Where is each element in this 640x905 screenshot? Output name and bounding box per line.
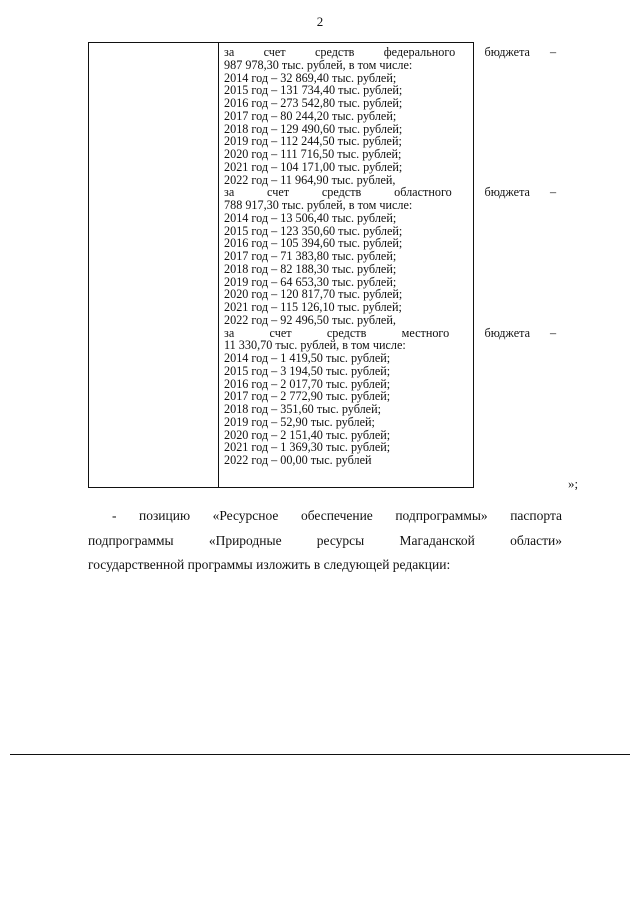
paragraph-word: подпрограммы»: [395, 508, 488, 523]
funding-amount-line: 2014 год – 32 869,40 тыс. рублей;: [224, 70, 397, 85]
funding-amount-line: 2020 год – 2 151,40 тыс. рублей;: [224, 427, 391, 442]
word: средств: [314, 45, 355, 59]
page-number: 2: [316, 14, 324, 29]
word: счет: [269, 325, 292, 340]
funding-amount-line: 2016 год – 273 542,80 тыс. рублей;: [224, 96, 403, 110]
paragraph-word: позицию: [139, 508, 191, 523]
bottom-rule: [10, 754, 630, 755]
funding-amount-line: 2019 год – 64 653,30 тыс. рублей;: [224, 274, 397, 289]
funding-amount-line: 788 917,30 тыс. рублей, в том числе:: [224, 198, 413, 212]
funding-amount-line: 2014 год – 13 506,40 тыс. рублей;: [224, 210, 397, 225]
paragraph-word: ресурсы: [316, 532, 365, 548]
funding-amount-line: 2014 год – 1 419,50 тыс. рублей;: [224, 351, 391, 365]
funding-amount-line: 2017 год – 71 383,80 тыс. рублей;: [224, 249, 397, 263]
funding-amount-line: 987 978,30 тыс. рублей, в том числе:: [224, 57, 413, 72]
funding-amount-line: 2017 год – 2 772,90 тыс. рублей;: [224, 389, 391, 404]
amendment-paragraph: [88, 504, 562, 578]
paragraph-line: [88, 504, 562, 529]
word: за: [224, 325, 235, 340]
word: средств: [326, 325, 367, 340]
funding-amount-line: 2018 год – 82 188,30 тыс. рублей;: [224, 261, 397, 276]
word: областного: [394, 185, 452, 200]
word: местного: [401, 325, 450, 340]
funding-amount-line: 2022 год – 92 496,50 тыс. рублей,: [224, 312, 396, 327]
funding-amount-line: 2019 год – 52,90 тыс. рублей;: [224, 414, 375, 429]
paragraph-word: «Природные: [208, 532, 282, 548]
paragraph-line: [88, 529, 562, 554]
closing-quote: »;: [568, 476, 579, 491]
funding-amount-line: 2019 год – 112 244,50 тыс. рублей;: [224, 134, 402, 149]
paragraph-word: подпрограммы: [88, 532, 174, 548]
funding-amount-line: 2015 год – 3 194,50 тыс. рублей;: [224, 363, 391, 378]
funding-amount-line: 2020 год – 120 817,70 тыс. рублей;: [224, 287, 403, 302]
funding-amount-line: 2021 год – 115 126,10 тыс. рублей;: [224, 300, 402, 314]
word: счет: [267, 185, 290, 200]
funding-amount-line: 2022 год – 00,00 тыс. рублей: [224, 453, 372, 467]
table-cell-funding: [224, 45, 557, 467]
funding-amount-line: 2015 год – 131 734,40 тыс. рублей;: [224, 83, 403, 98]
funding-amount-line: 2018 год – 351,60 тыс. рублей;: [224, 402, 381, 416]
funding-amount-line: 2020 год – 111 716,50 тыс. рублей;: [224, 147, 402, 161]
paragraph-line: [88, 553, 562, 578]
paragraph-word: паспорта: [510, 508, 562, 523]
funding-amount-line: 2017 год – 80 244,20 тыс. рублей;: [224, 108, 397, 123]
word: бюджета: [484, 185, 530, 200]
funding-amount-line: 11 330,70 тыс. рублей, в том числе:: [224, 338, 406, 353]
paragraph-word: «Ресурсное: [212, 508, 279, 523]
word: за: [224, 185, 235, 200]
funding-amount-line: 2015 год – 123 350,60 тыс. рублей;: [224, 223, 403, 238]
table-column-divider: [218, 42, 219, 488]
funding-amount-line: 2016 год – 2 017,70 тыс. рублей;: [224, 376, 391, 391]
word: бюджета: [484, 325, 530, 340]
dash: –: [550, 185, 557, 200]
paragraph-word: области»: [510, 532, 562, 548]
funding-source-line: [224, 45, 557, 59]
paragraph-word: обеспечение: [300, 508, 373, 523]
funding-amount-line: 2021 год – 104 171,00 тыс. рублей;: [224, 159, 403, 174]
word: бюджета: [484, 45, 530, 59]
word: федерального: [383, 45, 456, 59]
funding-amount-line: 2021 год – 1 369,30 тыс. рублей;: [224, 440, 391, 455]
paragraph-word: Магаданской: [399, 532, 475, 548]
funding-amount-line: 2018 год – 129 490,60 тыс. рублей;: [224, 121, 403, 136]
funding-amount-line: 2016 год – 105 394,60 тыс. рублей;: [224, 236, 403, 251]
word: за: [224, 45, 235, 59]
paragraph-word: -: [112, 508, 117, 523]
word: средств: [321, 185, 362, 200]
funding-amount-line: 2022 год – 11 964,90 тыс. рублей,: [224, 172, 396, 187]
word: счет: [263, 45, 286, 59]
paragraph-word: государственной программы изложить в следующей редакции:: [88, 557, 451, 572]
dash: –: [550, 45, 557, 59]
dash: –: [550, 325, 557, 340]
